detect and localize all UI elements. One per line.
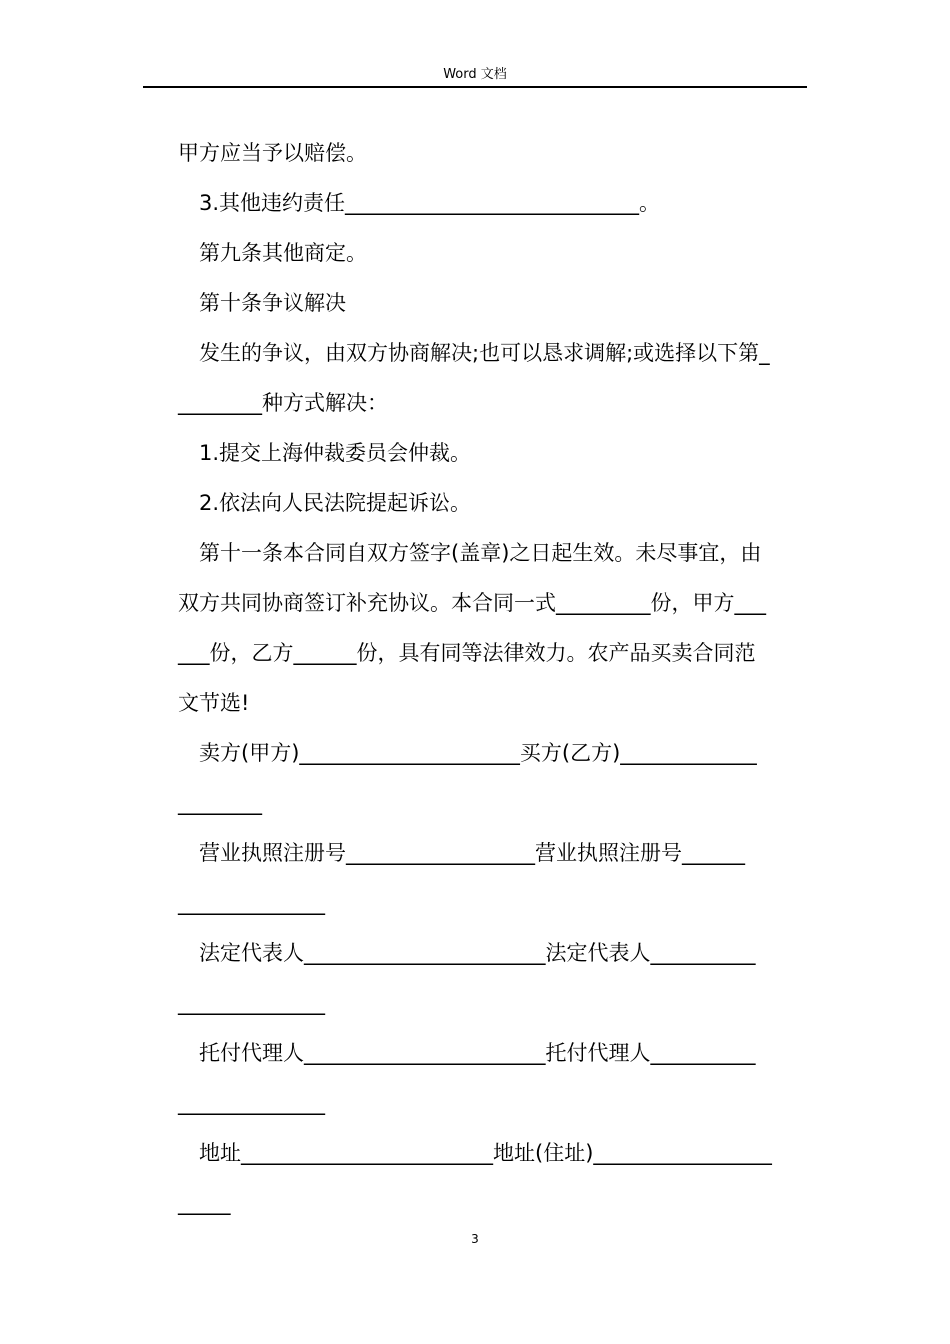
signature-line-seller-buyer: 卖方(甲方)_____________________买方(乙方)_____________ [199, 741, 757, 765]
header-rule [143, 86, 807, 88]
paragraph-line: 第十一条本合同自双方签字(盖章)之日起生效。未尽事宜，由 [199, 541, 762, 565]
page-header: Word 文档 [443, 67, 507, 82]
paragraph-line: 1.提交上海仲裁委员会仲裁。 [199, 441, 472, 465]
signature-line-continuation: ______________ [178, 1091, 325, 1115]
signature-line-continuation: _____ [178, 1191, 231, 1215]
paragraph-line: 第九条其他商定。 [199, 241, 367, 265]
signature-line-continuation: ______________ [178, 891, 325, 915]
document-body [178, 128, 808, 1228]
paragraph-line: 第十条争议解决 [199, 291, 346, 315]
signature-line-representative: 法定代表人_______________________法定代表人__________ [199, 941, 756, 965]
paragraph-line: 双方共同协商签订补充协议。本合同一式_________份，甲方___ [178, 591, 766, 615]
paragraph-line: 3.其他违约责任____________________________。 [199, 191, 661, 215]
paragraph-line: 文节选! [178, 691, 250, 715]
signature-line-address: 地址________________________地址(住址)_________________ [199, 1141, 772, 1165]
paragraph-line: 2.依法向人民法院提起诉讼。 [199, 491, 472, 515]
signature-line-continuation: ________ [178, 791, 262, 815]
signature-line-license: 营业执照注册号__________________营业执照注册号______ [199, 841, 745, 865]
paragraph-line: 发生的争议，由双方协商解决;也可以恳求调解;或选择以下第_ [199, 341, 770, 365]
paragraph-line: 甲方应当予以赔偿。 [178, 141, 367, 165]
paragraph-line: ___份，乙方______份，具有同等法律效力。农产品买卖合同范 [178, 641, 756, 665]
signature-line-continuation: ______________ [178, 991, 325, 1015]
signature-line-agent: 托付代理人_______________________托付代理人__________ [199, 1041, 756, 1065]
paragraph-line: ________种方式解决： [178, 391, 388, 415]
page-number: 3 [471, 1232, 479, 1246]
